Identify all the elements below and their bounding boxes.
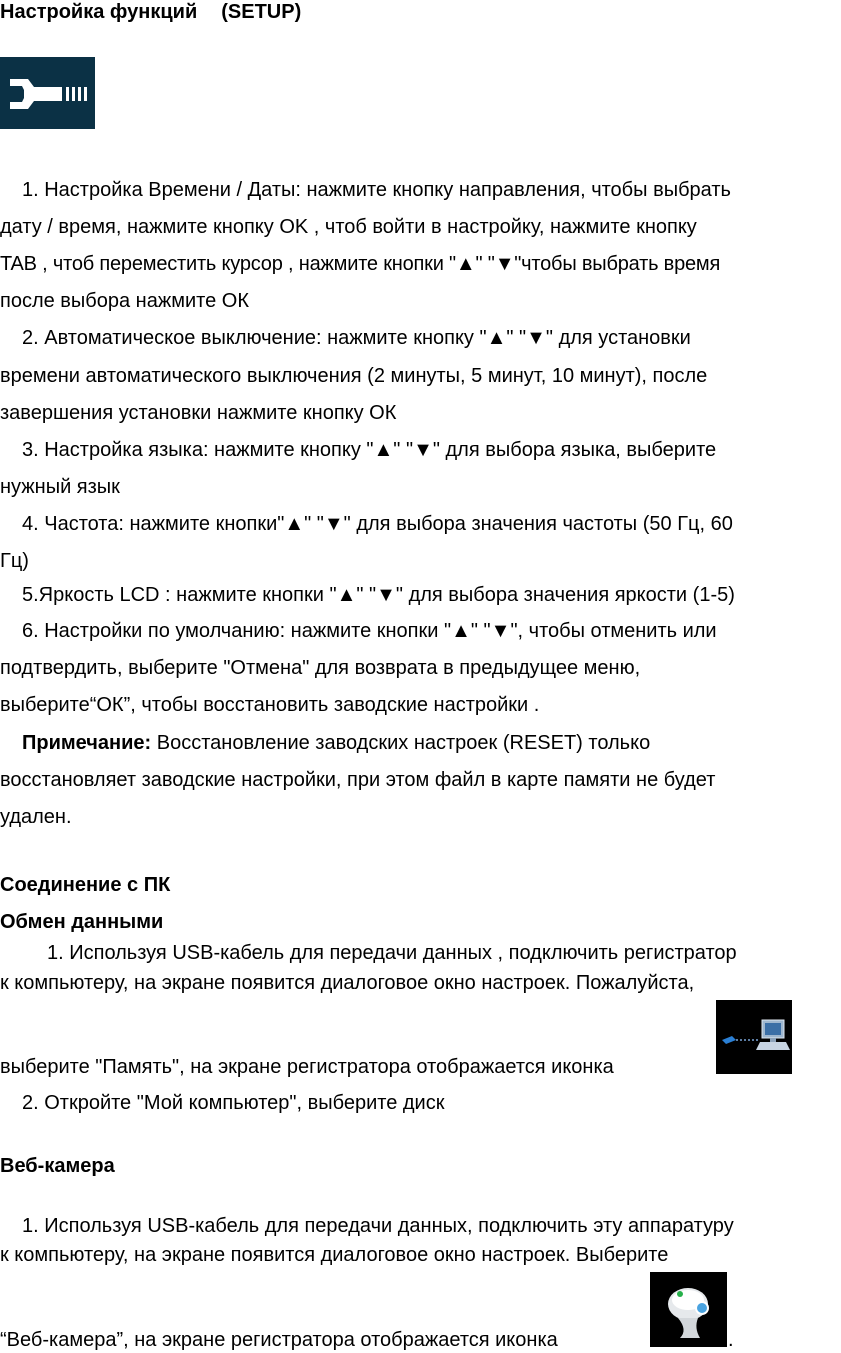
webcam-line-3-text: “Веб-камера”, на экране регистратора отображается иконка: [0, 1329, 558, 1351]
setup-item-2-line-1: 2. Автоматическое выключение: нажмите кнопку "▲" "▼" для установки: [22, 327, 691, 349]
pc-heading: Соединение с ПК: [0, 874, 171, 896]
note-label: Примечание:: [22, 732, 152, 754]
webcam-line-1: 1. Используя USB-кабель для передачи данных, подключить эту аппаратуру: [22, 1215, 734, 1237]
pc-item-2: 2. Откройте "Мой компьютер", выберите диск: [22, 1092, 445, 1114]
page-title: [0, 0, 301, 24]
setup-item-6-line-2: подтвердить, выберите "Отмена" для возврата в предыдущее меню,: [0, 657, 641, 679]
note-line-1: [0, 731, 650, 755]
note-text: Восстановление заводских настроек (RESET) только: [151, 732, 651, 754]
setup-item-1-line-3: TAB , чтоб переместить курсор , нажмите кнопки "▲" "▼"чтобы выбрать время: [0, 253, 721, 275]
pc-item-1-line-1: 1. Используя USB-кабель для передачи данных , подключить регистратор: [47, 942, 737, 964]
page-title-tag: (SETUP): [221, 1, 302, 23]
webcam-heading: Веб-камера: [0, 1155, 115, 1177]
setup-item-5-line-1: 5.Яркость LCD : нажмите кнопки "▲" "▼" для выбора значения яркости (1-5): [22, 584, 735, 606]
setup-item-3-line-1: 3. Настройка языка: нажмите кнопку "▲" "▼" для выбора языка, выберите: [22, 439, 717, 461]
pc-item-1-line-2: к компьютеру, на экране появится диалоговое окно настроек. Пожалуйста,: [0, 972, 695, 994]
setup-item-6-line-1: 6. Настройки по умолчанию: нажмите кнопки "▲" "▼", чтобы отменить или: [22, 620, 717, 642]
webcam-line-3-end: .: [728, 1329, 734, 1351]
setup-item-1-line-4: после выбора нажмите ОК: [0, 290, 249, 312]
pc-subheading: Обмен данными: [0, 911, 164, 933]
setup-item-1-line-2: дату / время, нажмите кнопку OK , чтоб войти в настройку, нажмите кнопку: [0, 216, 697, 238]
webcam-icon: [650, 1272, 727, 1347]
setup-item-4-line-1: 4. Частота: нажмите кнопки"▲" "▼" для выбора значения частоты (50 Гц, 60: [22, 513, 733, 535]
webcam-line-2: к компьютеру, на экране появится диалоговое окно настроек. Выберите: [0, 1244, 669, 1266]
setup-item-3-line-2: нужный язык: [0, 476, 120, 498]
setup-item-4-line-2: Гц): [0, 550, 29, 572]
setup-item-2-line-3: завершения установки нажмите кнопку ОК: [0, 402, 397, 424]
wrench-icon: [0, 57, 95, 129]
pc-item-1-line-3: выберите "Память", на экране регистратора отображается иконка: [0, 1056, 614, 1078]
setup-item-1-line-1: 1. Настройка Времени / Даты: нажмите кнопку направления, чтобы выбрать: [22, 179, 731, 201]
note-line-3: удален.: [0, 806, 72, 828]
usb-computer-icon: [716, 1000, 792, 1074]
page-title-text: Настройка функций: [0, 1, 198, 23]
setup-item-2-line-2: времени автоматического выключения (2 минуты, 5 минут, 10 минут), после: [0, 365, 708, 387]
setup-item-6-line-3: выберите“ОК”, чтобы восстановить заводские настройки .: [0, 694, 540, 716]
note-line-2: восстановляет заводские настройки, при этом файл в карте памяти не будет: [0, 769, 716, 791]
webcam-line-3: [0, 1328, 558, 1352]
